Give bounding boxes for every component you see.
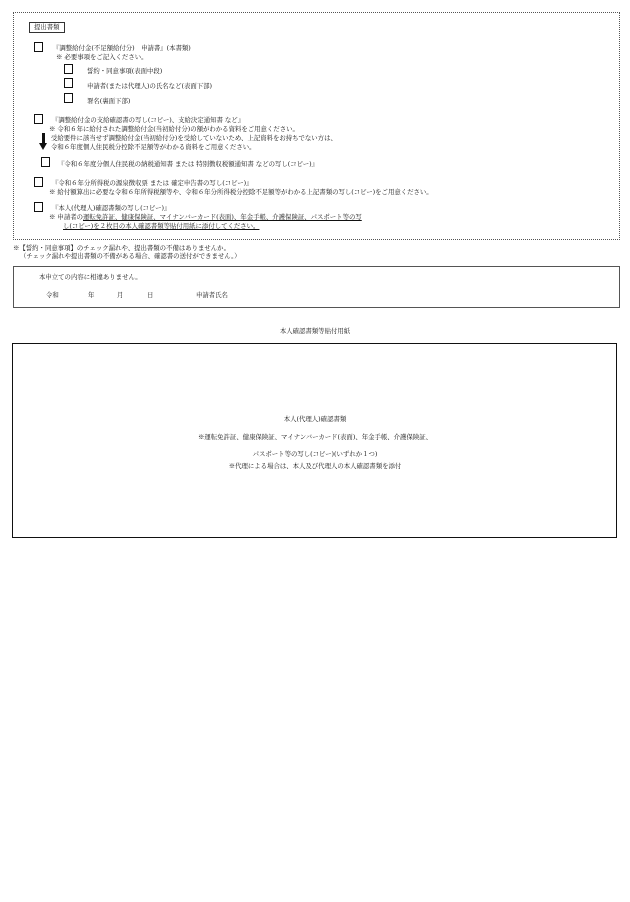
checkbox-tax-notice[interactable] [41, 157, 50, 167]
id-note-underlined: 運転免許証、健康保険証、マイナンバーカード(表面)、年金手帳、介護保険証、パスポート等の写 [82, 213, 362, 221]
warning-line1: ※【誓約・同意事項】のチェック漏れや、提出書類の不備はありませんか。 [13, 244, 230, 252]
paste-box-title: 本人(代理人)確認書類 [283, 415, 347, 423]
subitem-signature: 署名(裏面下部) [87, 97, 131, 105]
date-era: 令和 [46, 291, 59, 299]
item-note-line2-payment-confirmation: 受給要件に該当せず調整給付金(当初給付分)を受給していないため、上記資料をお持ちでない方は、 [51, 134, 337, 142]
checkbox-withholding-slip[interactable] [34, 177, 43, 187]
checkbox-pledge-consent[interactable] [64, 64, 73, 74]
date-month-label: 月 [117, 291, 124, 299]
section-tag: 提出書類 [29, 22, 65, 33]
subitem-applicant-name: 申請者(または代理人)の氏名など(表面下部) [87, 82, 213, 90]
paste-section-heading: 本人確認書類等貼付用紙 [279, 327, 351, 335]
item-title-tax-notice: 『令和６年度分個人住民税の納税通知書 または 特別徴収税額通知書 などの写し(コピー)』 [58, 160, 319, 168]
down-arrow-head-icon [39, 143, 47, 150]
paste-box-line3: ※代理による場合は、本人及び代理人の本人確認書類を添付 [228, 462, 402, 470]
item-title-id-documents: 『本人(代理人)確認書類の写し(コピー)』 [52, 204, 171, 212]
item-title-withholding-slip: 『令和６年分所得税の源泉徴収票 または 確定申告書の写し(コピー)』 [52, 179, 253, 187]
checkbox-payment-confirmation[interactable] [34, 114, 43, 124]
date-day-label: 日 [147, 291, 154, 299]
date-year-label: 年 [88, 291, 95, 299]
paste-box-line1: ※運転免許証、健康保険証、マイナンバーカード(表面)、年金手帳、介護保険証、 [197, 433, 433, 441]
checkbox-applicant-name[interactable] [64, 78, 73, 88]
item-note-id-documents [49, 212, 362, 221]
down-arrow-icon [42, 133, 45, 143]
item-note-line2-id-documents: し(コピー)を２枚目の本人確認書類等貼付用紙に添付してください。 [63, 222, 260, 230]
subitem-pledge-consent: 誓約・同意事項(表面中段) [87, 67, 163, 75]
paste-box-line2: パスポート等の写し(コピー)(いずれか１つ) [252, 450, 378, 458]
item-note-withholding-slip: ※ 給付額算出に必要な令和６年所得税額等や、令和６年分所得税分控除不足額等がわかる上記書類の写し(コピー)をご用意ください。 [49, 188, 433, 196]
item-title-payment-confirmation: 『調整給付金の支給確認書の写し(コピー)、支給決定通知書 など』 [52, 116, 245, 124]
declaration-text: 本申立ての内容に相違ありません。 [39, 273, 142, 281]
item-note-payment-confirmation: ※ 令和６年に給付された調整給付金(当初給付分)の額がわかる資料をご用意ください。 [49, 125, 299, 133]
item-note-line3-payment-confirmation: 令和６年度個人住民税分控除不足額等がわかる資料をご用意ください。 [51, 143, 256, 151]
checkbox-signature[interactable] [64, 93, 73, 103]
checkbox-application-form[interactable] [34, 42, 43, 52]
checkbox-id-documents[interactable] [34, 202, 43, 212]
item-note-application-form: ※ 必要事項をご記入ください。 [56, 53, 148, 61]
warning-line2: （チェック漏れや提出書類の不備がある場合、確認書の送付ができません。） [20, 252, 241, 260]
id-note-prefix: ※ 申請者の [49, 213, 83, 221]
applicant-name-label: 申請者氏名 [196, 291, 228, 299]
item-title-application-form: 『調整給付金(不足額給付分) 申請書』(本書類) [53, 44, 191, 52]
